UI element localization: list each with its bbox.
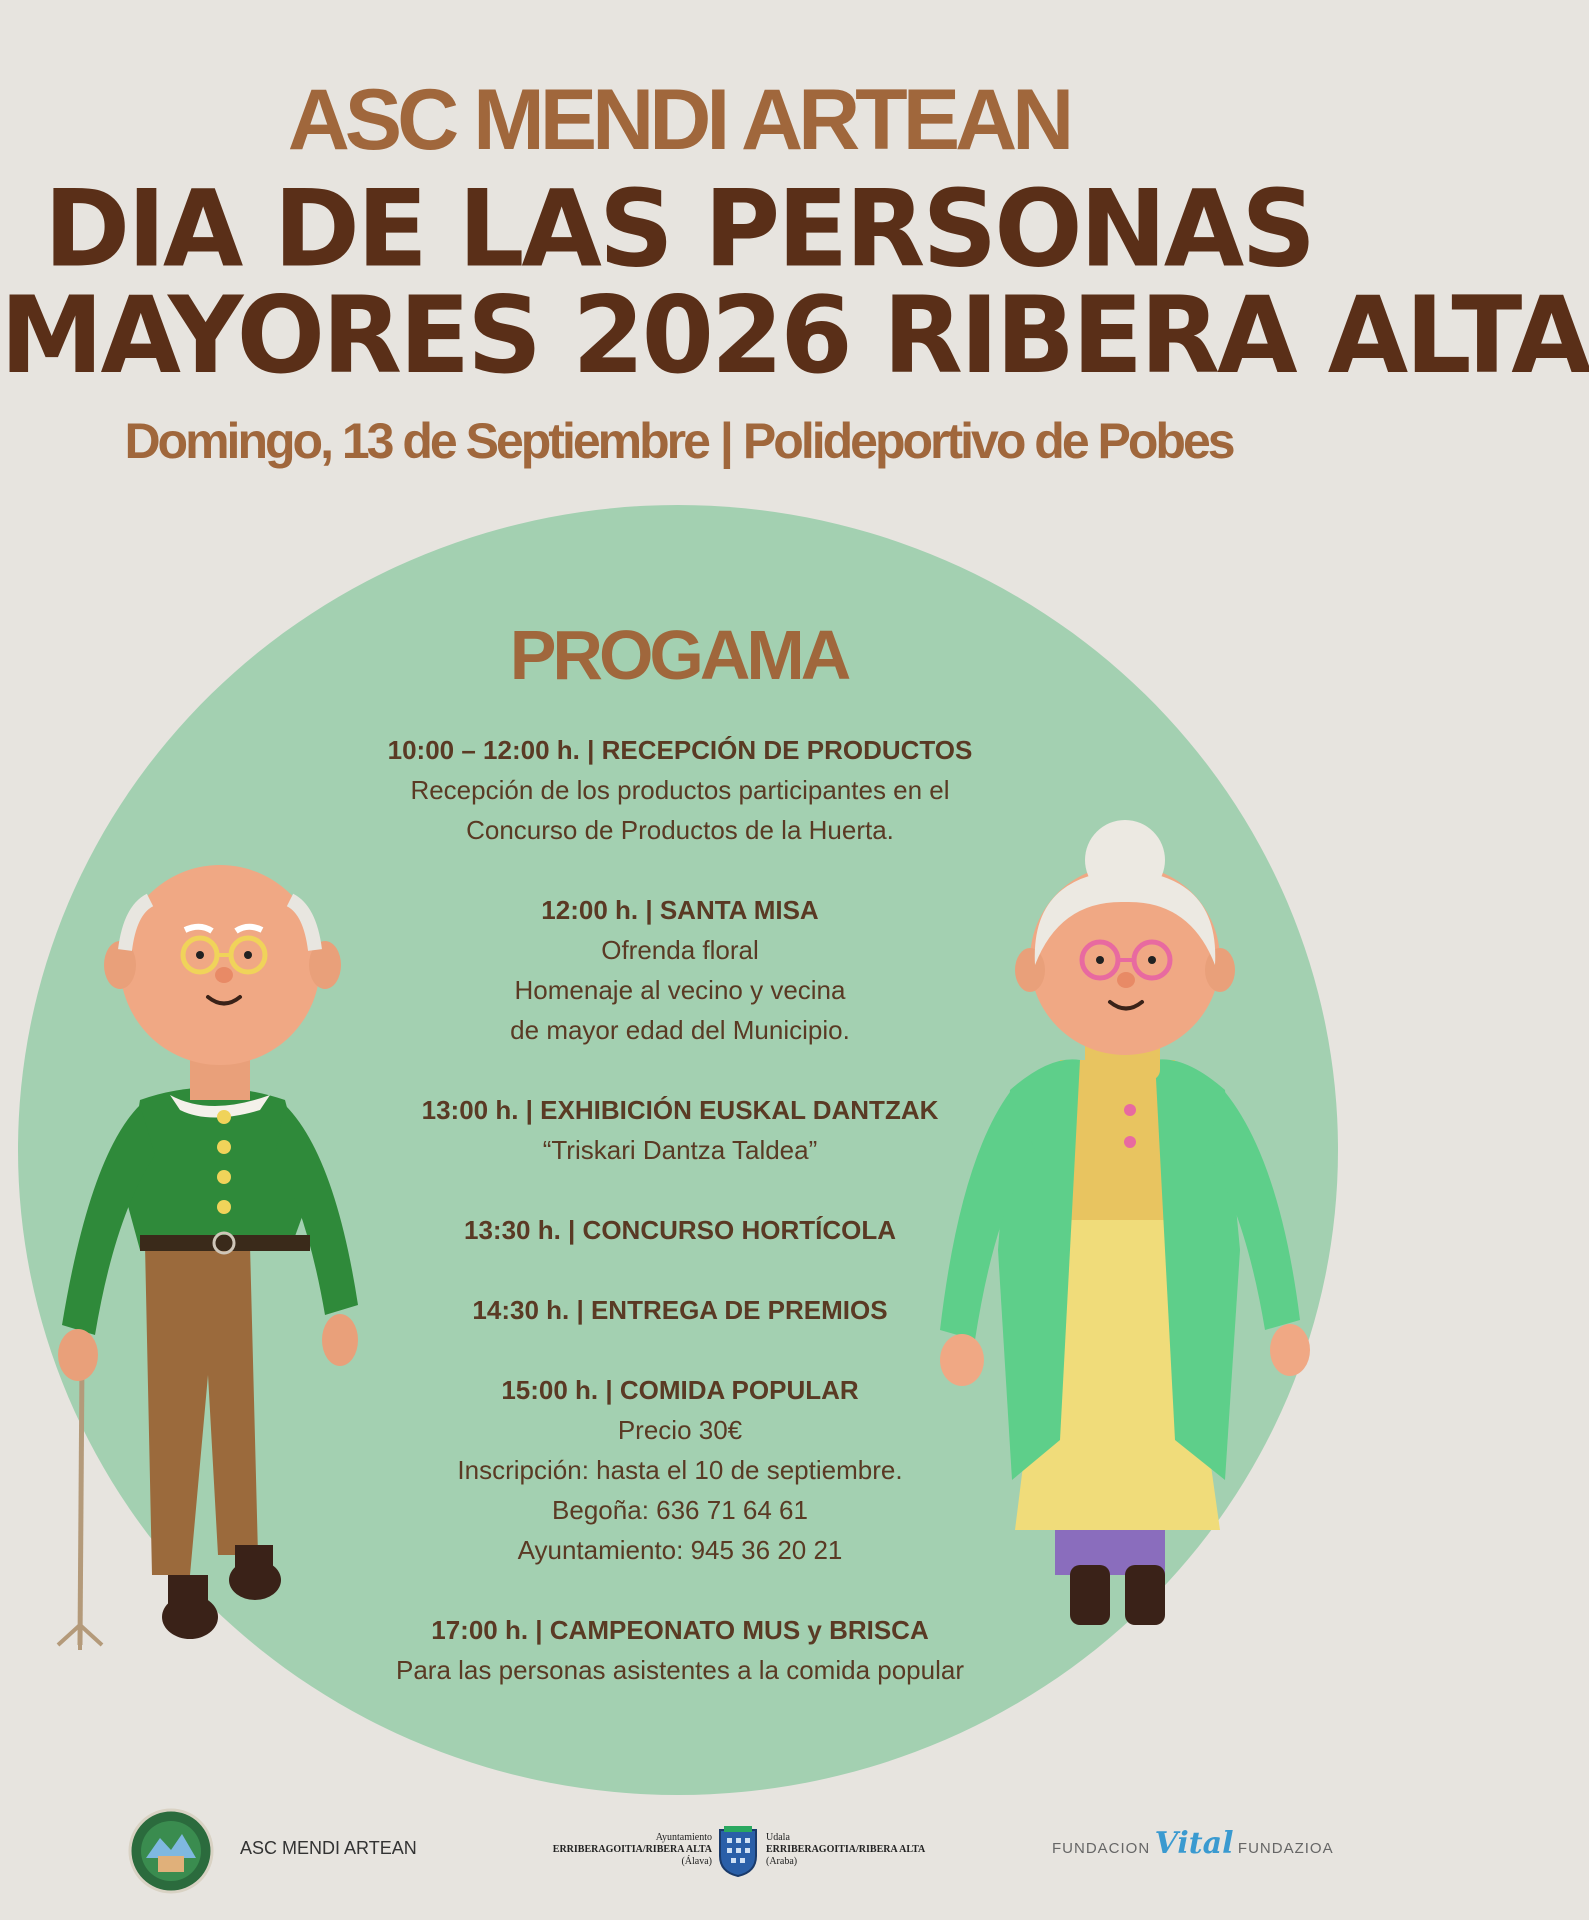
footer-org-name: ASC MENDI ARTEAN	[240, 1838, 417, 1858]
event-title-line-2: MAYORES 2026 RIBERA ALTA	[0, 272, 1589, 398]
program-event-title: 12:00 h. | SANTA MISA	[541, 895, 819, 925]
program-event-detail: Concurso de Productos de la Huerta.	[466, 815, 894, 845]
program-event	[340, 1290, 1020, 1330]
event-title	[0, 166, 1589, 398]
program-event-detail: Begoña: 636 71 64 61	[552, 1495, 808, 1525]
ayto-spanish	[520, 1832, 712, 1868]
program-event-title: 17:00 h. | CAMPEONATO MUS y BRISCA	[431, 1615, 929, 1645]
separator: |	[719, 413, 731, 469]
program-list	[340, 730, 1020, 1730]
date-venue	[0, 412, 1357, 470]
program-event-detail: de mayor edad del Municipio.	[510, 1015, 850, 1045]
event-venue: Polideportivo de Pobes	[742, 413, 1233, 469]
program-event-detail: Recepción de los productos participantes en el	[410, 775, 950, 805]
program-event-detail: Ayuntamiento: 945 36 20 21	[517, 1535, 843, 1565]
udala-label: Udala	[766, 1832, 790, 1843]
program-event	[340, 1370, 1020, 1570]
fundacion-left: FUNDACION	[1052, 1840, 1151, 1857]
program-event-detail: Ofrenda floral	[601, 935, 759, 965]
program-event-detail: Inscripción: hasta el 10 de septiembre.	[457, 1455, 903, 1485]
program-event-detail: Para las personas asistentes a la comida popular	[396, 1655, 964, 1685]
program-title: PROGAMA	[509, 616, 848, 694]
udala-basque	[766, 1832, 925, 1868]
ayto-name: ERRIBERAGOITIA/RIBERA ALTA	[552, 1844, 712, 1855]
event-title-line-1: DIA DE LAS PERSONAS	[43, 166, 1314, 292]
program-event	[340, 1090, 1020, 1170]
program-event	[340, 730, 1020, 850]
program-event	[340, 1610, 1020, 1690]
program-event-title: 15:00 h. | COMIDA POPULAR	[501, 1375, 859, 1405]
org-heading: ASC MENDI ARTEAN	[287, 72, 1070, 168]
mendi-artean-logo-icon	[128, 1808, 214, 1894]
ayto-label: Ayuntamiento	[655, 1832, 712, 1843]
ribera-alta-coat-of-arms-icon	[718, 1826, 758, 1878]
program-event-title: 14:30 h. | ENTREGA DE PREMIOS	[472, 1295, 888, 1325]
fundacion-right: FUNDAZIOA	[1237, 1840, 1334, 1857]
program-event-title: 10:00 – 12:00 h. | RECEPCIÓN DE PRODUCTOS	[387, 735, 973, 765]
udala-name: ERRIBERAGOITIA/RIBERA ALTA	[766, 1844, 926, 1855]
program-event-detail: Precio 30€	[617, 1415, 743, 1445]
program-event-detail: Homenaje al vecino y vecina	[514, 975, 846, 1005]
program-event	[340, 1210, 1020, 1250]
ayto-region: (Álava)	[681, 1856, 712, 1867]
vital-logo-text: Vital	[1154, 1826, 1234, 1861]
program-event-detail: “Triskari Dantza Taldea”	[542, 1135, 818, 1165]
program-event-title: 13:30 h. | CONCURSO HORTÍCOLA	[464, 1215, 896, 1245]
program-event-title: 13:00 h. | EXHIBICIÓN EUSKAL DANTZAK	[421, 1095, 939, 1125]
udala-region: (Araba)	[766, 1856, 798, 1867]
fundacion-vital-logo	[1052, 1826, 1334, 1861]
program-event	[340, 890, 1020, 1050]
event-date: Domingo, 13 de Septiembre	[124, 413, 708, 469]
